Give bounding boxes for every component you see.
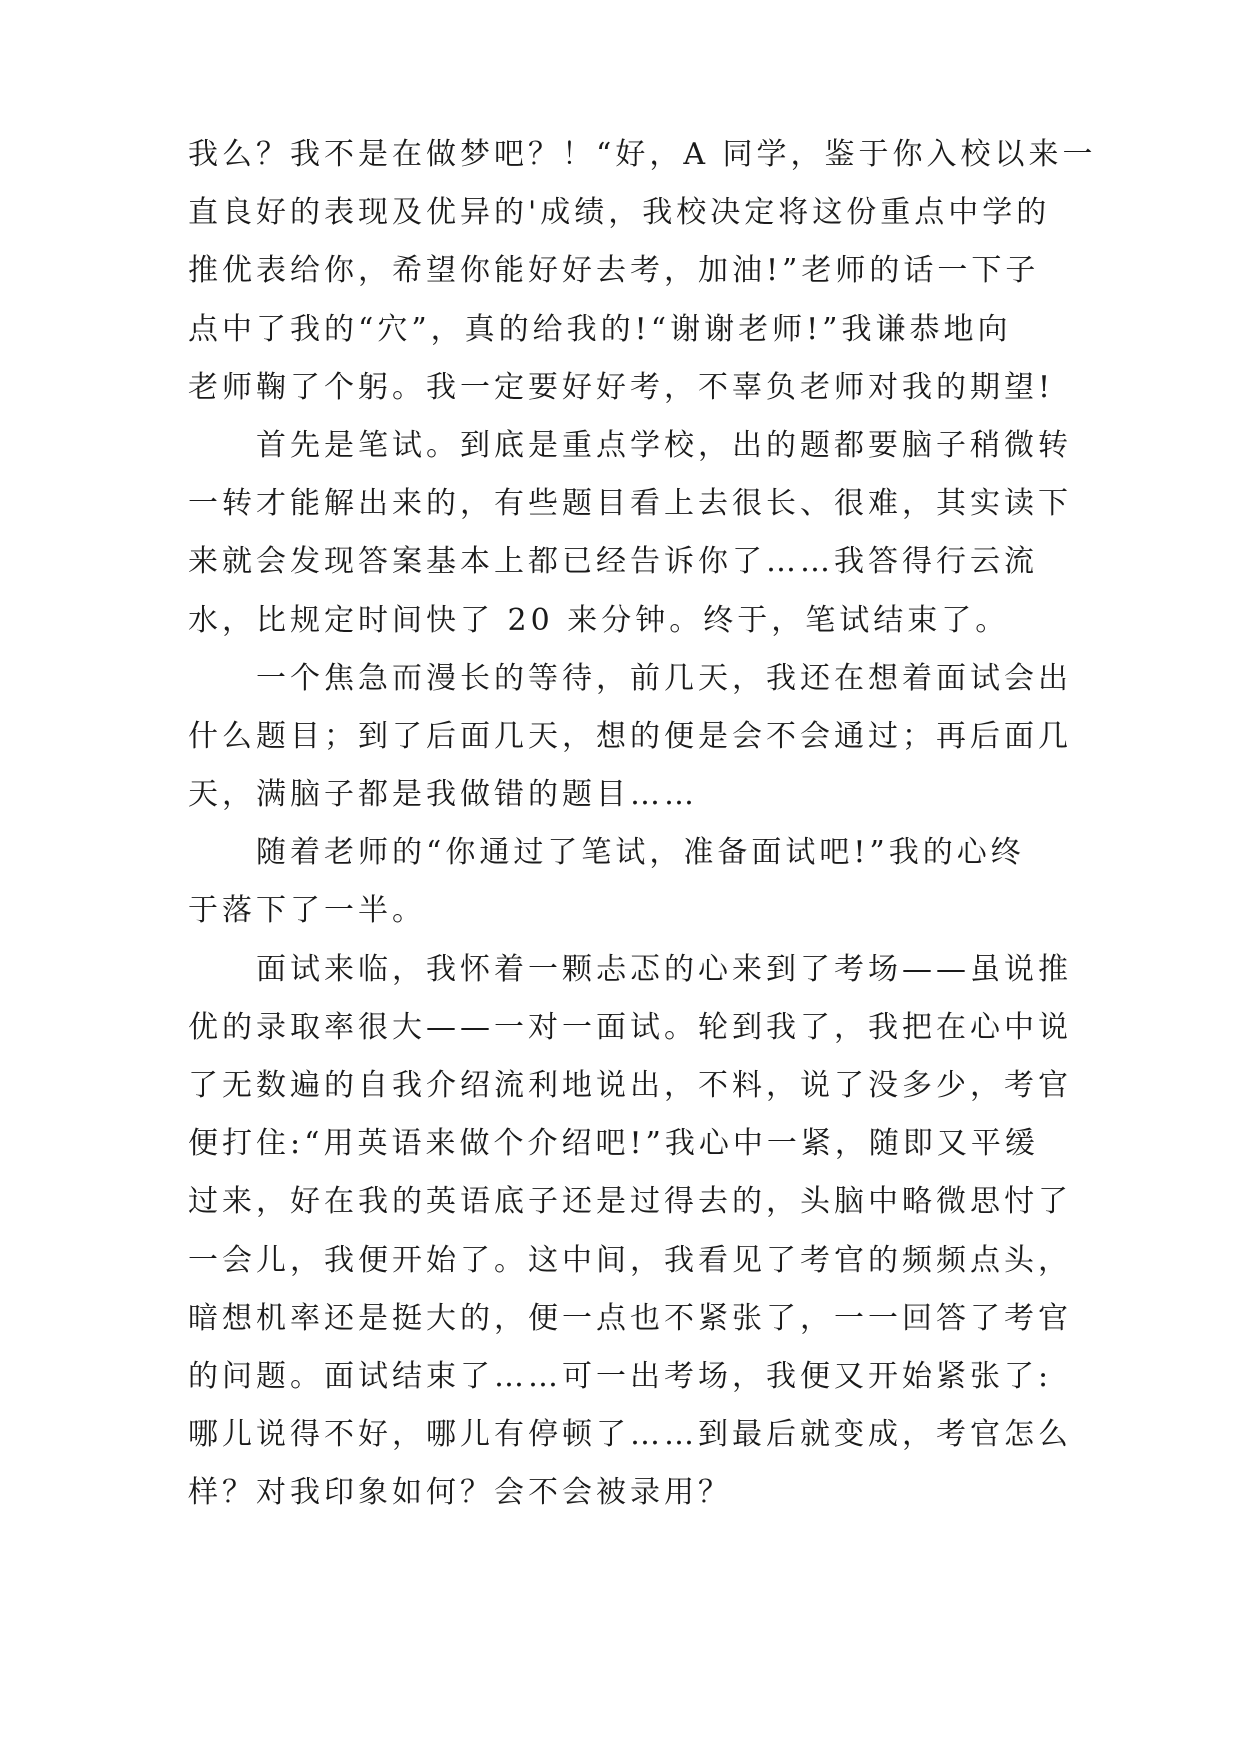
text-line: 一转才能解出来的，有些题目看上去很长、很难，其实读下 — [188, 486, 1072, 522]
text-line: 我么？我不是在做梦吧？！“好，A 同学，鉴于你入校以来一 — [188, 137, 1097, 172]
text-line: 一会儿，我便开始了。这中间，我看见了考官的频频点头， — [188, 1242, 1072, 1278]
text-line: 过来，好在我的英语底子还是过得去的，头脑中略微思忖了 — [188, 1184, 1072, 1220]
text-line: 暗想机率还是挺大的，便一点也不紧张了，一一回答了考官 — [188, 1300, 1072, 1336]
text-line: 天，满脑子都是我做错的题目…… — [188, 777, 698, 813]
text-line: 便打住:“用英语来做个介绍吧!”我心中一紧，随即又平缓 — [188, 1126, 1039, 1162]
text-line: 来就会发现答案基本上都已经告诉你了……我答得行云流 — [188, 544, 1038, 580]
paragraph-first-line: 随着老师的“你通过了笔试，准备面试吧!”我的心终 — [256, 835, 1025, 871]
paragraph-first-line: 一个焦急而漫长的等待，前几天，我还在想着面试会出 — [256, 660, 1072, 696]
text-line: 老师鞠了个躬。我一定要好好考，不辜负老师对我的期望! — [188, 369, 1055, 405]
paragraph-first-line: 首先是笔试。到底是重点学校，出的题都要脑子稍微转 — [256, 427, 1072, 463]
text-line: 哪儿说得不好，哪儿有停顿了……到最后就变成，考官怎么 — [188, 1417, 1072, 1453]
text-line: 了无数遍的自我介绍流利地说出，不料，说了没多少，考官 — [188, 1068, 1072, 1103]
text-line: 样？对我印象如何？会不会被录用？ — [188, 1475, 732, 1511]
text-line: 直良好的表现及优异的'成绩，我校决定将这份重点中学的 — [188, 195, 1051, 231]
article-body — [188, 126, 1097, 1523]
text-line: 优的录取率很大——一对一面试。轮到我了，我把在心中说 — [188, 1009, 1072, 1045]
text-line: 于落下了一半。 — [188, 893, 426, 929]
text-line: 的问题。面试结束了……可一出考场，我便又开始紧张了: — [188, 1358, 1053, 1394]
text-line: 水，比规定时间快了 20 来分钟。终于，笔试结束了。 — [188, 602, 1010, 638]
text-line: 什么题目；到了后面几天，想的便是会不会通过；再后面几 — [188, 718, 1072, 754]
text-line: 点中了我的“穴”，真的给我的!“谢谢老师!”我谦恭地向 — [188, 311, 1012, 347]
paragraph-first-line: 面试来临，我怀着一颗忐忑的心来到了考场——虽说推 — [256, 951, 1072, 987]
text-line: 推优表给你，希望你能好好去考，加油!”老师的话一下子 — [188, 253, 1040, 289]
